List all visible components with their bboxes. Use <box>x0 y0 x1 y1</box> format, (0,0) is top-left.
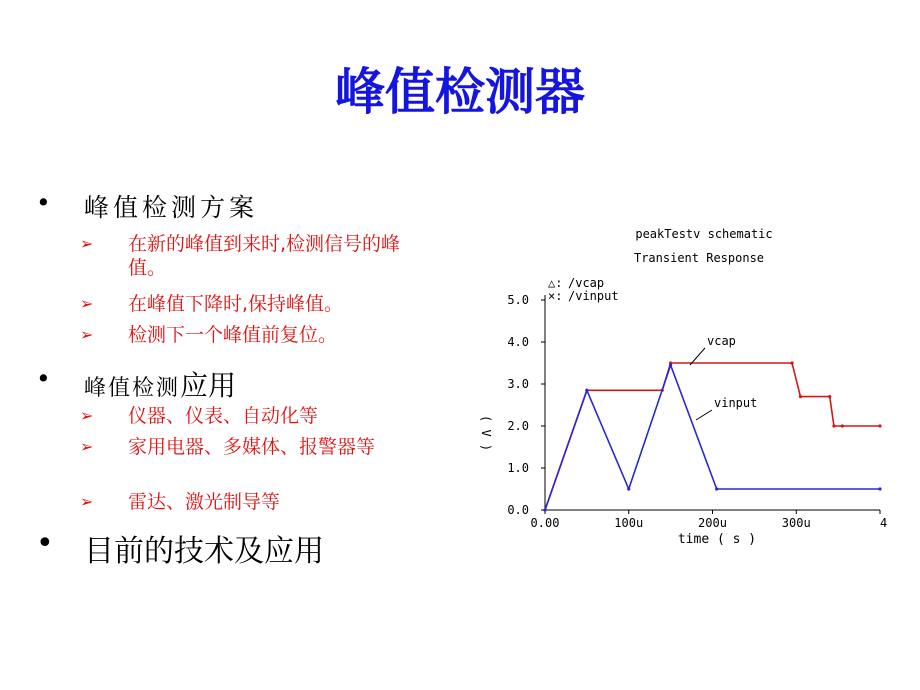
chart-svg <box>472 220 912 550</box>
x-tick-label: 4 <box>880 516 888 530</box>
x-tick-label: 0.00 <box>530 516 560 530</box>
annotation-vcap: vcap <box>707 334 736 348</box>
sub-bullet-text: 雷达、激光制导等 <box>128 491 281 513</box>
annotation-pointer-vinput <box>696 410 712 420</box>
chart-axes <box>507 293 887 530</box>
bullet-dot: • <box>36 526 54 561</box>
series-line-vcap <box>545 363 880 510</box>
y-tick-label: 0.0 <box>507 503 529 517</box>
sub-bullet-text: 家用电器、多媒体、报警器等 <box>128 436 376 458</box>
annotation-vinput: vinput <box>714 396 758 410</box>
data-point-vcap <box>790 361 793 364</box>
data-point-vinput <box>715 487 718 490</box>
arrow-icon: ➢ <box>80 325 94 344</box>
sub-bullet-text: 检测下一个峰值前复位。 <box>128 324 338 346</box>
bullet-text-part-a: 峰值检测 <box>84 376 181 401</box>
arrow-icon: ➢ <box>80 492 94 511</box>
data-point-vinput <box>627 487 630 490</box>
data-point-vinput <box>669 364 672 367</box>
chart-title: peakTestv schematic <box>635 227 773 241</box>
data-point-vcap <box>832 424 835 427</box>
data-point-vinput <box>585 389 588 392</box>
legend <box>548 276 619 303</box>
arrow-icon: ➢ <box>80 234 94 253</box>
data-point-vinput <box>543 508 546 511</box>
bullet-text: 目前的技术及应用 <box>84 534 324 569</box>
bullet-text: 峰值检测方案 <box>84 193 259 222</box>
transient-response-chart <box>472 220 912 550</box>
arrow-icon: ➢ <box>80 406 94 425</box>
legend-marker-vinput: ×: <box>548 289 563 303</box>
legend-label-vinput: /vinput <box>568 289 619 303</box>
data-point-vcap <box>841 424 844 427</box>
data-point-vcap <box>878 424 881 427</box>
bullet-text-part-b: 应用 <box>180 369 237 402</box>
legend-marker-vcap: △: <box>548 276 563 290</box>
y-tick-label: 2.0 <box>507 419 529 433</box>
y-tick-label: 5.0 <box>507 293 529 307</box>
data-point-vcap <box>799 395 802 398</box>
data-point-vcap <box>828 395 831 398</box>
sub-bullet-text: 仪器、仪表、自动化等 <box>128 405 319 427</box>
x-tick-label: 100u <box>614 516 644 530</box>
y-tick-label: 3.0 <box>507 377 529 391</box>
bullet-text <box>84 364 236 404</box>
chart-title-group <box>634 227 773 265</box>
y-tick-label: 4.0 <box>507 335 529 349</box>
slide-title: 峰值检测器 <box>335 63 585 121</box>
sub-bullet <box>80 232 430 282</box>
legend-label-vcap: /vcap <box>568 276 605 290</box>
sub-bullet-text: 在峰值下降时,保持峰值。 <box>128 293 344 315</box>
data-point-vinput <box>878 487 881 490</box>
sub-bullet <box>80 435 430 485</box>
bullet-dot: • <box>36 364 51 393</box>
chart-subtitle: Transient Response <box>633 251 765 265</box>
sub-bullet-text: 在新的峰值到来时,检测信号的峰值。 <box>128 233 401 279</box>
x-tick-label: 200u <box>698 516 727 530</box>
series-line-vinput <box>545 365 880 510</box>
arrow-icon: ➢ <box>80 437 94 456</box>
x-axis-label: time ( s ) <box>677 532 757 547</box>
y-axis-label: ( V ) <box>479 415 493 452</box>
y-tick-label: 1.0 <box>507 461 529 475</box>
arrow-icon: ➢ <box>80 294 94 313</box>
chart-series-layer <box>543 361 881 511</box>
bullet-dot: • <box>36 188 51 217</box>
x-tick-label: 300u <box>781 516 811 530</box>
